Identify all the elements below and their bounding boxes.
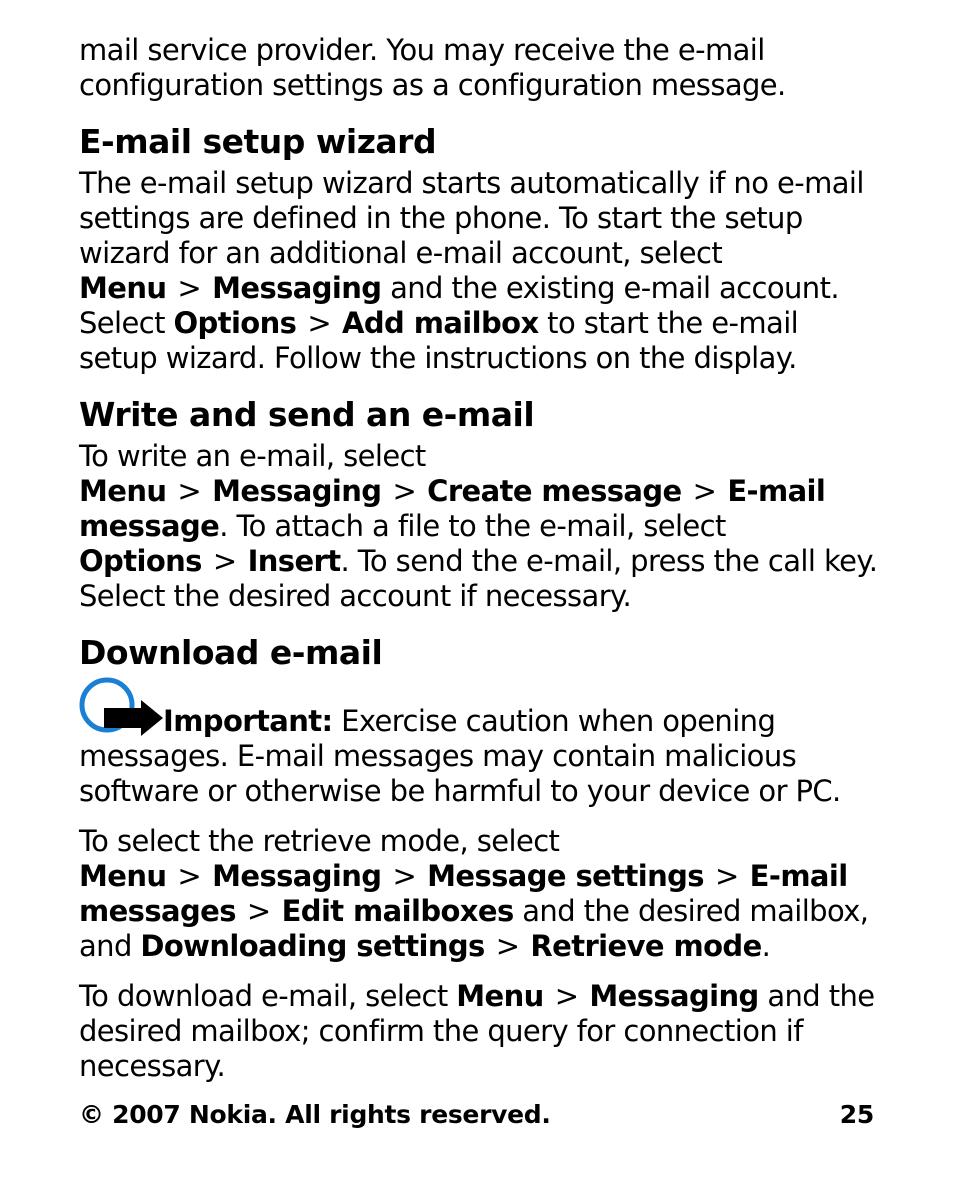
menu-path-email-messages: E-mail messages — [79, 859, 848, 928]
retrieve-mode-paragraph: To select the retrieve mode, select Menu > Messaging > Message settings > E-mail messages > Edit mailboxes and the desired mailbox, and Downloading settings > Retrieve mode. — [79, 824, 869, 963]
menu-path-messaging: Messaging — [589, 979, 759, 1013]
menu-path-email-message: E-mail message — [79, 474, 826, 543]
menu-path-create-message: Create message — [427, 474, 682, 508]
menu-path-downloading-settings: Downloading settings — [140, 929, 485, 963]
menu-path-retrieve-mode: Retrieve mode — [530, 929, 762, 963]
heading-email-setup-wizard: E-mail setup wizard — [79, 122, 437, 161]
path-separator: > — [392, 859, 417, 893]
menu-path-message-settings: Message settings — [427, 859, 704, 893]
path-separator: > — [692, 474, 717, 508]
path-separator: > — [212, 544, 237, 578]
menu-path-menu: Menu — [79, 474, 167, 508]
important-icon — [79, 677, 163, 737]
path-separator: > — [714, 859, 739, 893]
menu-path-menu: Menu — [79, 859, 167, 893]
download-paragraph: To download e-mail, select Menu > Messaging and the desired mailbox; confirm the query for connection if necessary. — [79, 979, 875, 1083]
intro-paragraph: mail service provider. You may receive the e-mail configuration settings as a configuration message. — [79, 33, 786, 102]
important-note: Important: Exercise caution when opening messages. E-mail messages may contain malicious software or otherwise be harmful to your device or PC. — [79, 677, 879, 809]
path-separator: > — [246, 894, 271, 928]
page-content — [79, 33, 879, 1099]
menu-path-options: Options — [173, 306, 297, 340]
page-number: 25 — [839, 1100, 874, 1129]
menu-path-menu: Menu — [79, 271, 167, 305]
path-separator: > — [392, 474, 417, 508]
path-separator: > — [307, 306, 332, 340]
menu-path-messaging: Messaging — [212, 474, 382, 508]
path-separator: > — [495, 929, 520, 963]
menu-path-edit-mailboxes: Edit mailboxes — [281, 894, 514, 928]
menu-path-insert: Insert — [247, 544, 341, 578]
menu-path-messaging: Messaging — [212, 271, 382, 305]
menu-path-menu: Menu — [456, 979, 544, 1013]
menu-path-messaging: Messaging — [212, 859, 382, 893]
page-footer — [79, 1100, 874, 1130]
setup-wizard-paragraph: The e-mail setup wizard starts automatically if no e-mail settings are defined in the phone. To start the setup wizard for an additional e-mail account, select Menu > Messaging and the existing e-mail account. Select Options > Add mailbox to start the e-mail setup wizard. Follow the instructions on the display. — [79, 166, 864, 375]
important-label: Important: — [163, 704, 333, 738]
path-separator: > — [554, 979, 579, 1013]
path-separator: > — [177, 859, 202, 893]
heading-download-email: Download e-mail — [79, 633, 383, 672]
write-send-paragraph: To write an e-mail, select Menu > Messaging > Create message > E-mail message. To attach a file to the e-mail, select Options > Insert. To send the e-mail, press the call key. Select the desired account if necessary. — [79, 439, 878, 613]
menu-path-options: Options — [79, 544, 202, 578]
copyright-notice: © 2007 Nokia. All rights reserved. — [79, 1100, 551, 1129]
path-separator: > — [177, 474, 202, 508]
menu-path-add-mailbox: Add mailbox — [342, 306, 539, 340]
heading-write-and-send: Write and send an e-mail — [79, 395, 535, 434]
path-separator: > — [177, 271, 202, 305]
